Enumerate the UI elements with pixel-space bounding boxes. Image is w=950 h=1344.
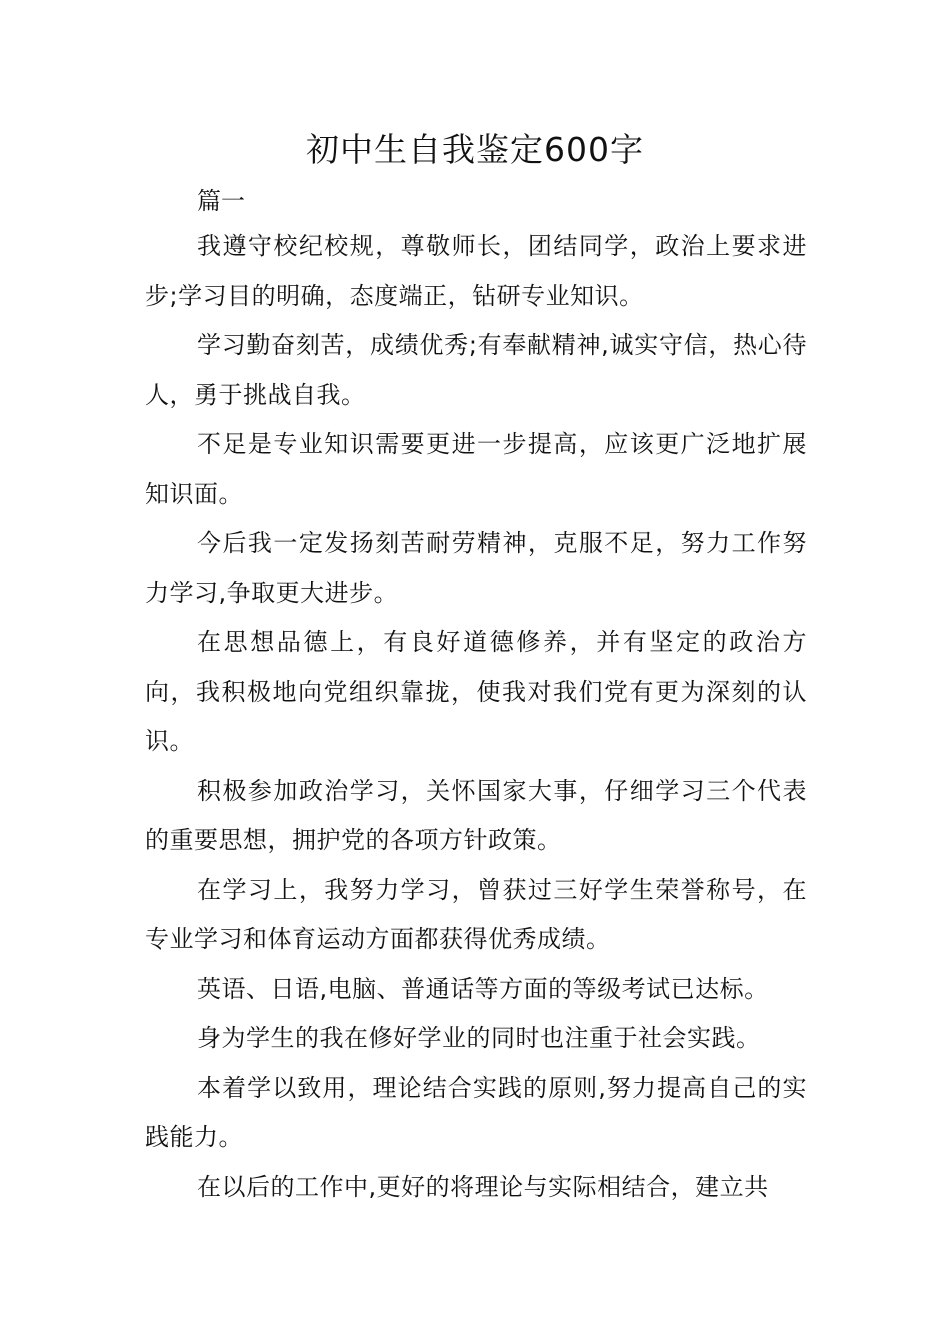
paragraph: 在学习上，我努力学习，曾获过三好学生荣誉称号，在专业学习和体育运动方面都获得优秀成绩。 bbox=[145, 875, 807, 953]
paragraph: 学习勤奋刻苦，成绩优秀;有奉献精神,诚实守信，热心待人，勇于挑战自我。 bbox=[145, 331, 807, 409]
paragraph: 不足是专业知识需要更进一步提高，应该更广泛地扩展知识面。 bbox=[145, 430, 807, 508]
paragraph: 积极参加政治学习，关怀国家大事，仔细学习三个代表的重要思想，拥护党的各项方针政策。 bbox=[145, 776, 807, 854]
paragraph: 本着学以致用，理论结合实践的原则,努力提高自己的实践能力。 bbox=[145, 1073, 807, 1151]
section-label: 篇一 bbox=[197, 187, 245, 215]
document-body bbox=[145, 222, 807, 1212]
paragraph: 今后我一定发扬刻苦耐劳精神，克服不足，努力工作努力学习,争取更大进步。 bbox=[145, 529, 807, 607]
paragraph: 我遵守校纪校规，尊敬师长，团结同学，政治上要求进步;学习目的明确，态度端正，钻研专业知识。 bbox=[145, 232, 807, 310]
document-title: 初中生自我鉴定600字 bbox=[306, 130, 644, 169]
paragraph: 身为学生的我在修好学业的同时也注重于社会实践。 bbox=[197, 1024, 761, 1052]
paragraph: 英语、日语,电脑、普通话等方面的等级考试已达标。 bbox=[197, 974, 769, 1003]
paragraph: 在思想品德上，有良好道德修养，并有坚定的政治方向，我积极地向党组织靠拢，使我对我们党有更为深刻的认识。 bbox=[145, 628, 807, 755]
paragraph: 在以后的工作中,更好的将理论与实际相结合，建立共 bbox=[197, 1172, 769, 1201]
